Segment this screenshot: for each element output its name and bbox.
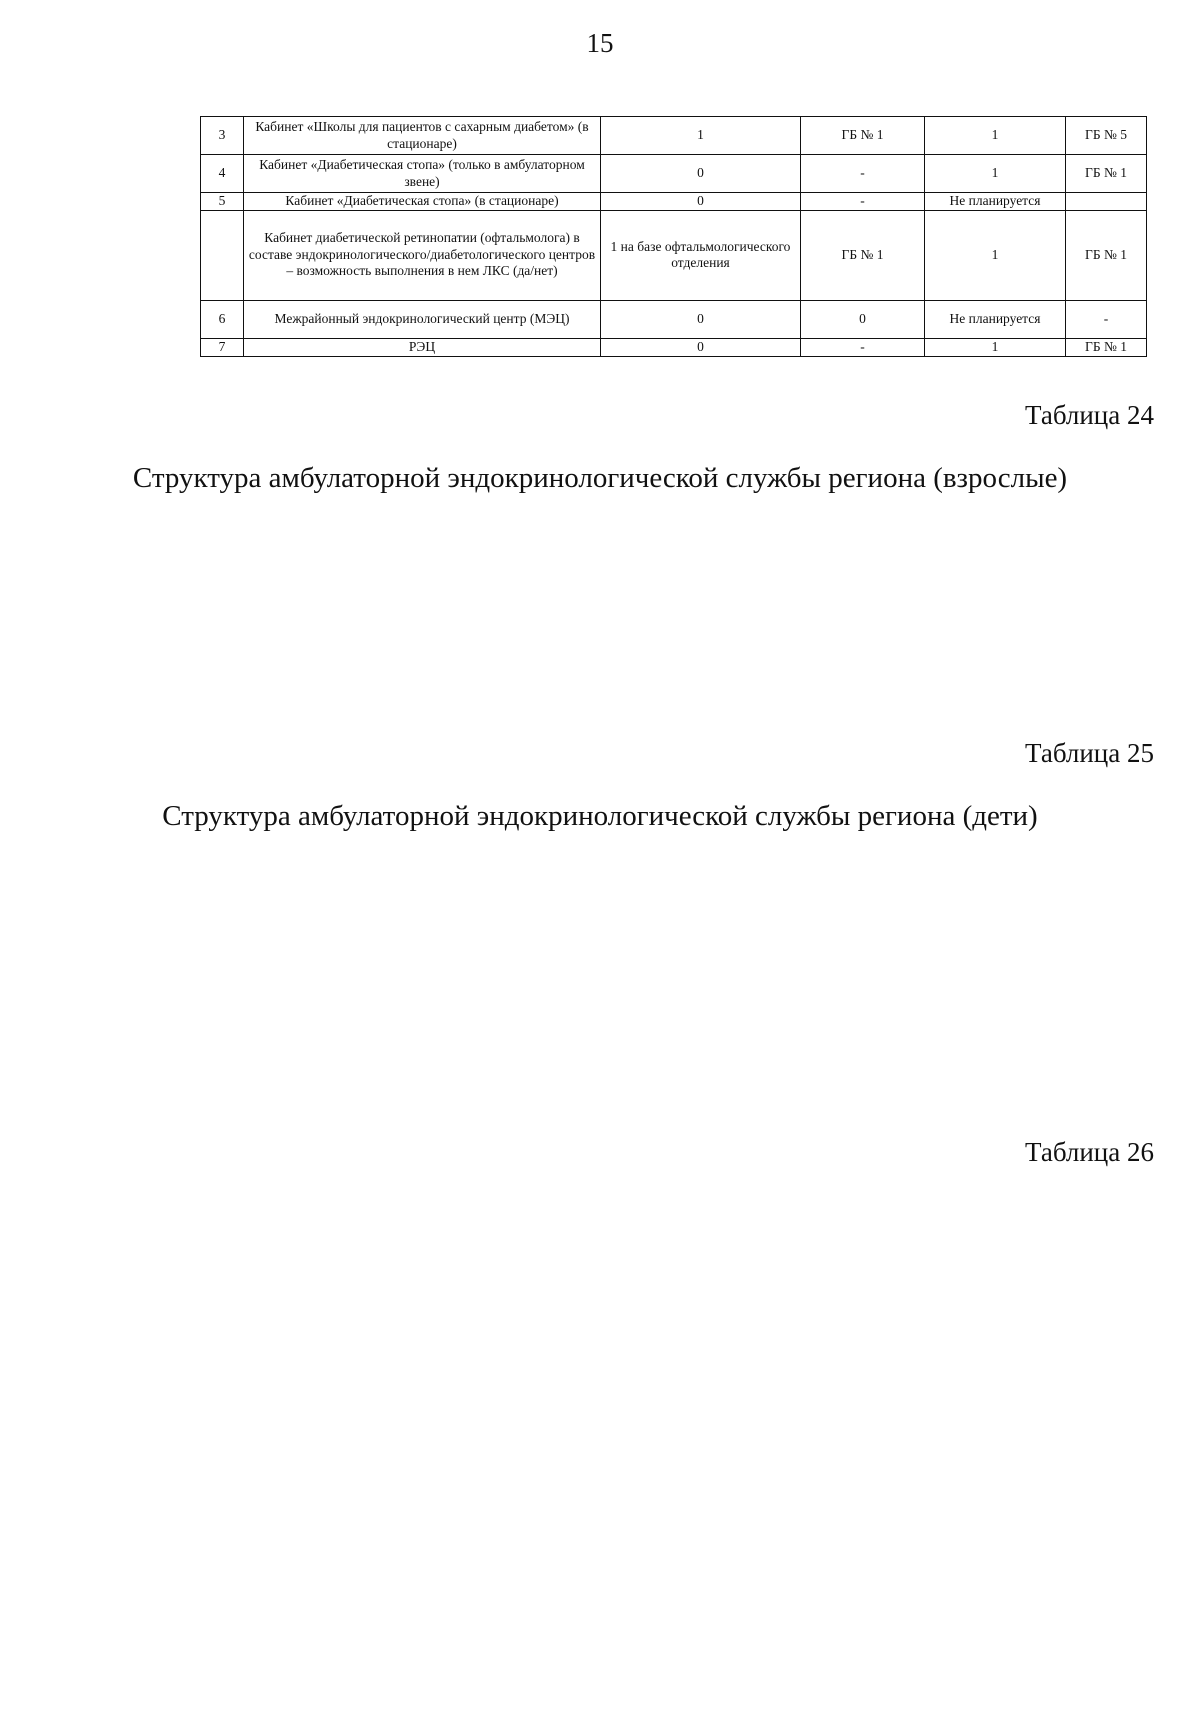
table-cell: Кабинет «Диабетическая стопа» (в стационаре)	[244, 193, 601, 211]
table-cell: 1	[601, 117, 801, 155]
table-cell	[1066, 193, 1147, 211]
table-cell: Не планируется	[925, 300, 1066, 338]
table-25	[214, 866, 1165, 942]
table-cell: ГБ № 1	[801, 210, 925, 300]
table-row	[201, 193, 1147, 211]
table-cell: 0	[601, 193, 801, 211]
table-26-label: Таблица 26	[1025, 1137, 1154, 1167]
table-row	[201, 155, 1147, 193]
table-25-label: Таблица 25	[1025, 738, 1154, 768]
table-cell: 1	[925, 210, 1066, 300]
table-cell: 1	[925, 338, 1066, 356]
table-cell: 1	[925, 155, 1066, 193]
table-cell: -	[801, 193, 925, 211]
table-cell: ГБ № 1	[1066, 338, 1147, 356]
table-24-title: Структура амбулаторной эндокринологической службы региона (взрослые)	[132, 462, 1068, 494]
table-cell: 0	[601, 338, 801, 356]
table-cell: Кабинет «Школы для пациентов с сахарным диабетом» (в стационаре)	[244, 117, 601, 155]
table-cell: 5	[201, 193, 244, 211]
table-cell: 1 на базе офтальмологического отделения	[601, 210, 801, 300]
table-row	[201, 210, 1147, 300]
table-cell: Кабинет «Диабетическая стопа» (только в амбулаторном звене)	[244, 155, 601, 193]
table-cell: -	[801, 155, 925, 193]
page-number: 15	[586, 28, 614, 58]
table-cell: 1	[925, 117, 1066, 155]
table-cell: Не планируется	[925, 193, 1066, 211]
table-cell: -	[801, 338, 925, 356]
table-cell: 0	[601, 155, 801, 193]
table-cell: ГБ № 1	[801, 117, 925, 155]
table-cell: -	[1066, 300, 1147, 338]
table-cell: Кабинет диабетической ретинопатии (офтальмолога) в составе эндокринологического/диабетологического центров – возможность выполнения в нем ЛКС (да/нет)	[244, 210, 601, 300]
table-cell: ГБ № 5	[1066, 117, 1147, 155]
table-cell: РЭЦ	[244, 338, 601, 356]
table-24	[200, 528, 1151, 604]
table-24-label: Таблица 24	[1025, 400, 1154, 430]
table-cell: Межрайонный эндокринологический центр (МЭЦ)	[244, 300, 601, 338]
table-row	[201, 300, 1147, 338]
table-cell: 3	[201, 117, 244, 155]
table-cell: 0	[601, 300, 801, 338]
table-cell: 4	[201, 155, 244, 193]
table-cell: ГБ № 1	[1066, 210, 1147, 300]
table-cell	[201, 210, 244, 300]
table-cell: 0	[801, 300, 925, 338]
continued-table	[200, 116, 1147, 357]
table-row	[201, 117, 1147, 155]
table-cell: ГБ № 1	[1066, 155, 1147, 193]
table-26	[193, 1193, 1158, 1267]
table-cell: 6	[201, 300, 244, 338]
table-25-title: Структура амбулаторной эндокринологической службы региона (дети)	[162, 800, 1038, 832]
table-cell: 7	[201, 338, 244, 356]
table-row	[201, 338, 1147, 356]
